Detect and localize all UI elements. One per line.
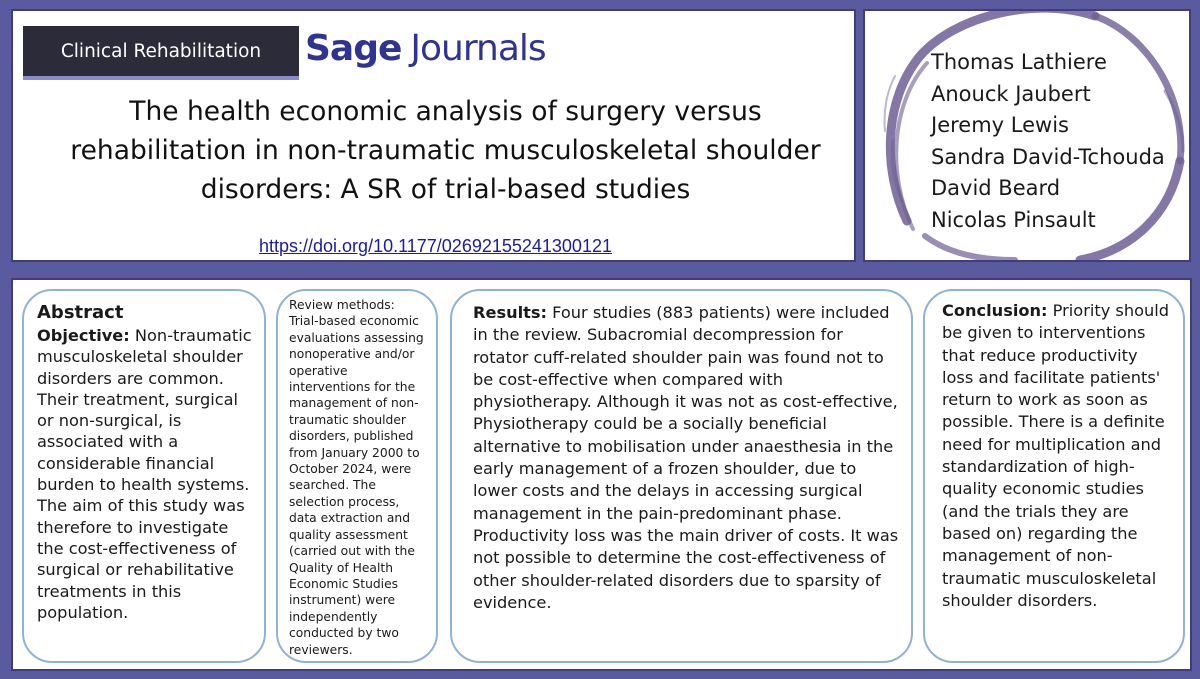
conclusion-text: Priority should be given to interventions that reduce productivity loss and facilitate patients' return to work as soon as possible. There is a definite need for multiplication and standardization of high-quality economic studies (and the trials they are based on) regarding the management of non-traumatic musculoskeletal shoulder disorders. [942,301,1170,610]
publisher-logo [305,23,546,73]
journal-name: Clinical Rehabilitation [60,40,262,62]
journal-name-banner [23,26,299,80]
author-name: Jeremy Lewis [931,113,1069,137]
doi-link[interactable] [13,236,858,257]
objective-text: Non-traumatic musculoskeletal shoulder disorders are common. Their treatment, surgical or non-surgical, is associated with a considerable financial burden to health systems. The aim of this study was therefore to investigate the cost-effectiveness of surgical or rehabilitative treatments in this population. [37,326,252,622]
methods-label: Review methods: [289,298,395,312]
results-label: Results: [473,303,547,322]
conclusion-card [923,289,1185,663]
objective-label: Objective: [37,326,130,345]
conclusion-label: Conclusion: [942,301,1048,320]
author-list [931,47,1165,236]
authors-panel [863,9,1191,262]
paper-title: The health economic analysis of surgery versus rehabilitation in non-traumatic musculoskeletal shoulder disorders: A SR of trial-based studies [70,96,821,205]
doi-link-text[interactable]: https://doi.org/10.1177/02692155241300121 [259,236,612,256]
objective-card [22,289,266,663]
author-name: David Beard [931,176,1061,200]
publisher-logo-bold: Sage [305,27,402,69]
methods-card [276,289,438,663]
author-name: Anouck Jaubert [931,81,1091,106]
results-text: Four studies (883 patients) were included in the review. Subacromial decompression for rotator cuff-related shoulder pain was found not to be cost-effective when compared with physiotherapy. Although it was not as cost-effective, Physiotherapy could be a socially beneficial alternative to mobilisation under anaesthesia in the early management of a frozen shoulder, due to lower costs and the delays in accessing surgical management in the pain-predominant phase. Productivity loss was the main driver of costs. It was not possible to determine the cost-effectiveness of other shoulder-related disorders due to sparsity of evidence. [473,303,899,612]
results-card [450,289,913,663]
author-name: Sandra David-Tchouda [931,144,1165,169]
abstract-heading: Abstract [37,302,124,323]
methods-text: Trial-based economic evaluations assessing nonoperative and/or operative interventions for the management of non-traumatic shoulder disorders, published from January 2000 to October 2024, were searched. The selection process, data extraction and quality assessment (carried out with the Quality of Health Economic Studies instrument) were independently conducted by two reviewers. [289,314,424,657]
publisher-logo-light: Journals [410,27,546,69]
author-name: Thomas Lathiere [931,50,1107,74]
header-panel [11,9,856,262]
abstract-panel [11,278,1192,671]
author-name: Nicolas Pinsault [931,207,1096,232]
